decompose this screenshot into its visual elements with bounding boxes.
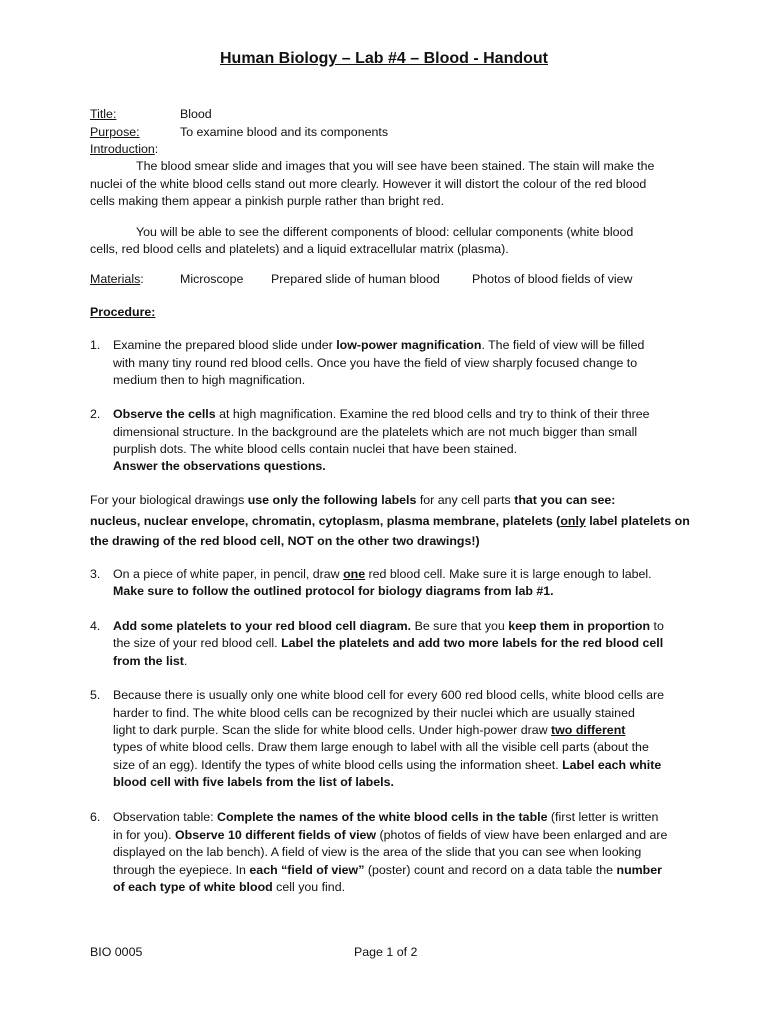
labels-note-text: nucleus, nuclear envelope, chromatin, cytoplasm, plasma membrane, platelets ( <box>90 514 561 528</box>
step4-text: . <box>183 654 188 668</box>
step6-emphasis: each “field of view” <box>249 863 365 877</box>
materials-label: Materials <box>90 272 141 286</box>
step1-line: medium then to high magnification. <box>113 373 306 387</box>
material-item: Microscope <box>180 272 244 286</box>
step-number: 3. <box>90 567 101 581</box>
step5-line: harder to find. The white blood cells can be recognized by their nuclei which are usually stained <box>113 706 635 720</box>
step6-line <box>113 827 688 845</box>
intro-p1-line: cells making them appear a pinkish purple rather than bright red. <box>90 194 445 208</box>
labels-note-text: For your biological drawings <box>90 493 248 507</box>
step6-text: Observation table: <box>113 810 218 824</box>
footer-page-number: Page 1 of 2 <box>354 945 418 959</box>
intro-p1-line: nuclei of the white blood cells stand out more clearly. However it will distort the colour of the red blood <box>90 177 647 191</box>
labels-note-only: only <box>560 514 586 528</box>
step5-line: types of white blood cells. Draw them large enough to label with all the visible cell parts (about the <box>113 740 649 754</box>
step4-emphasis: Add some platelets to your red blood cell diagram. <box>113 619 412 633</box>
step4-text: to <box>650 619 664 633</box>
introduction-label: Introduction <box>90 142 155 156</box>
title-label: Title: <box>90 107 117 121</box>
step2-line: dimensional structure. In the background are the platelets which are not much bigger than small <box>113 425 638 439</box>
step6-emphasis: of each type of white blood <box>113 880 273 894</box>
introduction-colon: : <box>154 142 159 156</box>
step5-line: blood cell with five labels from the list of labels. <box>113 775 394 789</box>
step6-emphasis: Observe 10 different fields of view <box>174 828 377 842</box>
materials-colon: : <box>140 272 144 286</box>
step4-emphasis: keep them in proportion <box>508 619 651 633</box>
step1-line: with many tiny round red blood cells. Once you have the field of view sharply focused change to <box>113 356 638 370</box>
step6-line <box>113 879 688 897</box>
labels-note-line: the drawing of the red blood cell, NOT on the other two drawings!) <box>90 534 480 548</box>
step3-line <box>113 566 688 584</box>
step6-emphasis: Complete the names of the white blood cells in the table <box>217 810 548 824</box>
step1-text: Examine the prepared blood slide under <box>113 338 337 352</box>
step6-line <box>113 809 688 827</box>
step-number: 2. <box>90 407 101 421</box>
procedure-heading: Procedure: <box>90 305 156 319</box>
labels-note-text: for any cell parts <box>416 493 515 507</box>
step5-text: size of an egg). Identify the types of white blood cells using the information sheet. <box>113 758 563 772</box>
step3-text: On a piece of white paper, in pencil, draw <box>113 567 344 581</box>
step5-line <box>113 757 688 775</box>
step4-line <box>113 618 688 636</box>
page-title: Human Biology – Lab #4 – Blood - Handout <box>219 50 548 67</box>
step4-line <box>113 653 688 671</box>
step4-text: the size of your red blood cell. <box>113 636 282 650</box>
step3-line: Make sure to follow the outlined protocol for biology diagrams from lab #1. <box>113 584 554 598</box>
intro-p2-line: You will be able to see the different components of blood: cellular components (white blood <box>136 225 634 239</box>
step2-line: purplish dots. The white blood cells contain nuclei that have been stained. <box>113 442 518 456</box>
introduction-heading <box>90 141 158 159</box>
purpose-label: Purpose: <box>90 125 140 139</box>
step2-line <box>113 406 688 424</box>
step5-emphasis: two different <box>551 723 626 737</box>
step3-emphasis: one <box>343 567 366 581</box>
step3-text: red blood cell. Make sure it is large enough to label. <box>365 567 652 581</box>
step4-emphasis: Label the platelets and add two more labels for the red blood cell <box>281 636 664 650</box>
step5-text: light to dark purple. Scan the slide for white blood cells. Under high-power draw <box>113 723 552 737</box>
step6-line: displayed on the lab bench). A field of view is the area of the slide that you can see when looking <box>113 845 642 859</box>
step2-text: at high magnification. Examine the red blood cells and try to think of their three <box>215 407 650 421</box>
labels-note-text: label platelets on <box>585 514 690 528</box>
intro-p1-line: The blood smear slide and images that you will see have been stained. The stain will make the <box>136 159 655 173</box>
step5-line <box>113 722 688 740</box>
step4-emphasis: from the list <box>113 654 184 668</box>
step2-emphasis: Observe the cells <box>113 407 216 421</box>
labels-note-emphasis: that you can see: <box>514 493 616 507</box>
step6-text: (poster) count and record on a data table the <box>364 863 617 877</box>
step6-text: (first letter is written <box>547 810 659 824</box>
step-number: 1. <box>90 338 101 352</box>
step-number: 5. <box>90 688 101 702</box>
footer-course-code: BIO 0005 <box>90 945 143 959</box>
step6-text: through the eyepiece. In <box>113 863 250 877</box>
step5-emphasis: Label each white <box>562 758 662 772</box>
step-number: 4. <box>90 619 101 633</box>
step1-emphasis: low-power magnification <box>336 338 482 352</box>
step6-text: (photos of fields of view have been enlarged and are <box>376 828 668 842</box>
labels-note-line <box>90 513 710 531</box>
labels-note-emphasis: use only the following labels <box>247 493 417 507</box>
intro-p2-line: cells, red blood cells and platelets) and a liquid extracellular matrix (plasma). <box>90 242 509 256</box>
step2-line: Answer the observations questions. <box>113 459 326 473</box>
step6-emphasis: number <box>616 863 662 877</box>
material-item: Prepared slide of human blood <box>271 272 440 286</box>
materials-heading <box>90 271 144 289</box>
step6-line <box>113 862 688 880</box>
material-item: Photos of blood fields of view <box>472 272 633 286</box>
step4-text: Be sure that you <box>411 619 509 633</box>
step6-text: in for you). <box>113 828 175 842</box>
step4-line <box>113 635 688 653</box>
labels-note-line <box>90 492 690 510</box>
step1-text: . The field of view will be filled <box>481 338 645 352</box>
purpose-value: To examine blood and its components <box>180 125 389 139</box>
step5-line: Because there is usually only one white blood cell for every 600 red blood cells, white blood cells are <box>113 688 665 702</box>
title-value: Blood <box>180 107 212 121</box>
step-number: 6. <box>90 810 101 824</box>
step1-line <box>113 337 688 355</box>
step6-text: cell you find. <box>272 880 346 894</box>
